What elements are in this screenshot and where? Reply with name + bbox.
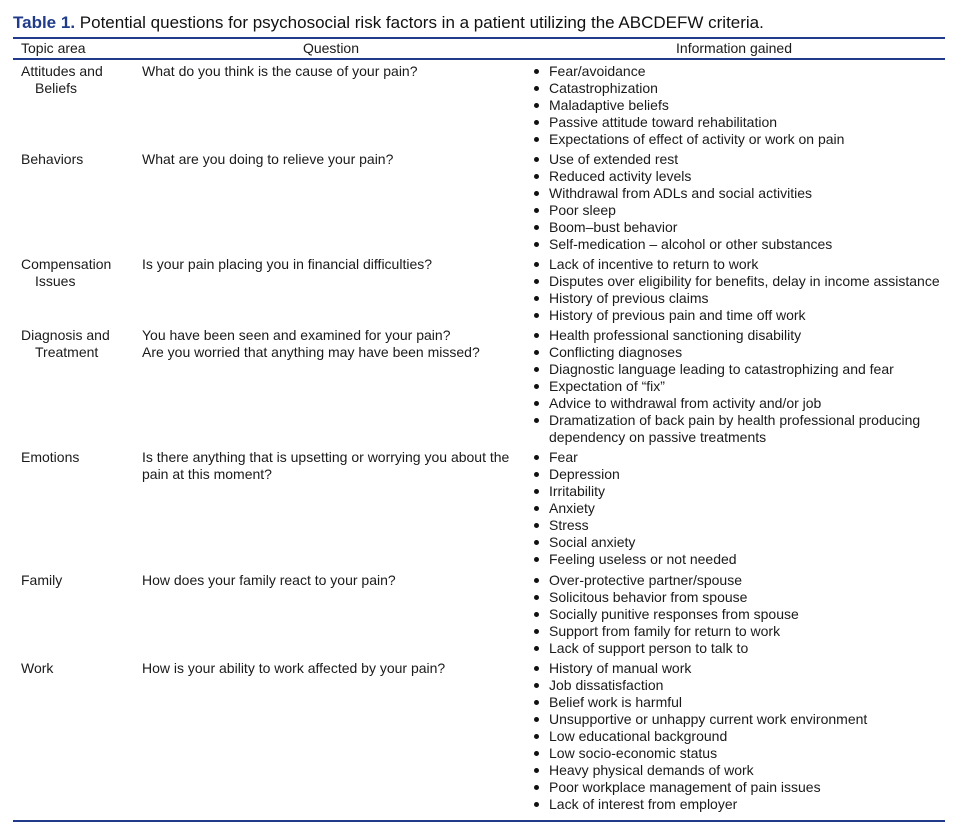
- list-item: Reduced activity levels: [531, 168, 945, 185]
- information-list: [531, 63, 945, 148]
- list-item: History of previous claims: [531, 290, 945, 307]
- list-item: Catastrophization: [531, 80, 945, 97]
- list-item: Lack of incentive to return to work: [531, 256, 945, 273]
- list-item: Poor workplace management of pain issues: [531, 779, 945, 796]
- list-item: Socially punitive responses from spouse: [531, 606, 945, 623]
- information-gained-cell: [531, 660, 945, 813]
- list-item: Conflicting diagnoses: [531, 344, 945, 361]
- list-item: Maladaptive beliefs: [531, 97, 945, 114]
- list-item: Expectation of “fix”: [531, 378, 945, 395]
- topic-area-cell: Attitudes and Beliefs: [21, 63, 103, 96]
- list-item: Dramatization of back pain by health professional producing dependency on passive treatments: [531, 412, 945, 446]
- list-item: Lack of support person to talk to: [531, 640, 945, 657]
- question-cell: You have been seen and examined for your pain? Are you worried that anything may have been missed?: [142, 327, 480, 360]
- topic-area-cell: Compensation Issues: [21, 256, 112, 289]
- list-item: Diagnostic language leading to catastrophizing and fear: [531, 361, 945, 378]
- list-item: Depression: [531, 466, 945, 483]
- information-list: [531, 660, 945, 813]
- question-cell: Is your pain placing you in financial difficulties?: [142, 256, 433, 272]
- list-item: Withdrawal from ADLs and social activities: [531, 185, 945, 202]
- header-information-gained: Information gained: [676, 40, 792, 56]
- table-label: Table 1.: [13, 13, 76, 32]
- table-caption: [13, 11, 764, 35]
- question-cell: How is your ability to work affected by your pain?: [142, 660, 446, 676]
- information-gained-cell: [531, 572, 945, 657]
- topic-area-cell: Family: [21, 572, 63, 588]
- topic-area-cell: Work: [21, 660, 54, 676]
- list-item: Fear/avoidance: [531, 63, 945, 80]
- information-gained-cell: [531, 63, 945, 148]
- list-item: History of previous pain and time off work: [531, 307, 945, 324]
- list-item: Fear: [531, 449, 945, 466]
- question-cell: What do you think is the cause of your pain?: [142, 63, 418, 79]
- information-gained-cell: [531, 151, 945, 253]
- information-gained-cell: [531, 449, 945, 568]
- list-item: Belief work is harmful: [531, 694, 945, 711]
- list-item: Boom–bust behavior: [531, 219, 945, 236]
- list-item: Advice to withdrawal from activity and/or job: [531, 395, 945, 412]
- list-item: Passive attitude toward rehabilitation: [531, 114, 945, 131]
- topic-area-cell: Behaviors: [21, 151, 84, 167]
- bottom-rule: [13, 820, 945, 822]
- information-list: [531, 449, 945, 568]
- list-item: Anxiety: [531, 500, 945, 517]
- information-gained-cell: [531, 256, 945, 324]
- topic-area-cell: Diagnosis and Treatment: [21, 327, 110, 360]
- list-item: Use of extended rest: [531, 151, 945, 168]
- list-item: Unsupportive or unhappy current work environment: [531, 711, 945, 728]
- list-item: Over-protective partner/spouse: [531, 572, 945, 589]
- list-item: Feeling useless or not needed: [531, 551, 945, 568]
- list-item: Poor sleep: [531, 202, 945, 219]
- list-item: Stress: [531, 517, 945, 534]
- list-item: Health professional sanctioning disability: [531, 327, 945, 344]
- information-list: [531, 572, 945, 657]
- question-cell: Is there anything that is upsetting or worrying you about the pain at this moment?: [142, 449, 510, 482]
- list-item: Lack of interest from employer: [531, 796, 945, 813]
- list-item: History of manual work: [531, 660, 945, 677]
- topic-area-cell: Emotions: [21, 449, 80, 465]
- list-item: Solicitous behavior from spouse: [531, 589, 945, 606]
- header-question: Question: [302, 40, 360, 56]
- list-item: Low educational background: [531, 728, 945, 745]
- information-list: [531, 327, 945, 446]
- list-item: Expectations of effect of activity or work on pain: [531, 131, 945, 148]
- header-topic-area: Topic area: [21, 40, 86, 56]
- list-item: Social anxiety: [531, 534, 945, 551]
- information-gained-cell: [531, 327, 945, 446]
- list-item: Heavy physical demands of work: [531, 762, 945, 779]
- list-item: Support from family for return to work: [531, 623, 945, 640]
- list-item: Job dissatisfaction: [531, 677, 945, 694]
- list-item: Disputes over eligibility for benefits, delay in income assistance: [531, 273, 945, 290]
- header-rule: [13, 58, 945, 60]
- list-item: Irritability: [531, 483, 945, 500]
- list-item: Self-medication – alcohol or other substances: [531, 236, 945, 253]
- question-cell: How does your family react to your pain?: [142, 572, 396, 588]
- list-item: Low socio-economic status: [531, 745, 945, 762]
- table-title: Potential questions for psychosocial risk factors in a patient utilizing the ABCDEFW criteria.: [79, 13, 764, 32]
- information-list: [531, 256, 945, 324]
- information-list: [531, 151, 945, 253]
- question-cell: What are you doing to relieve your pain?: [142, 151, 394, 167]
